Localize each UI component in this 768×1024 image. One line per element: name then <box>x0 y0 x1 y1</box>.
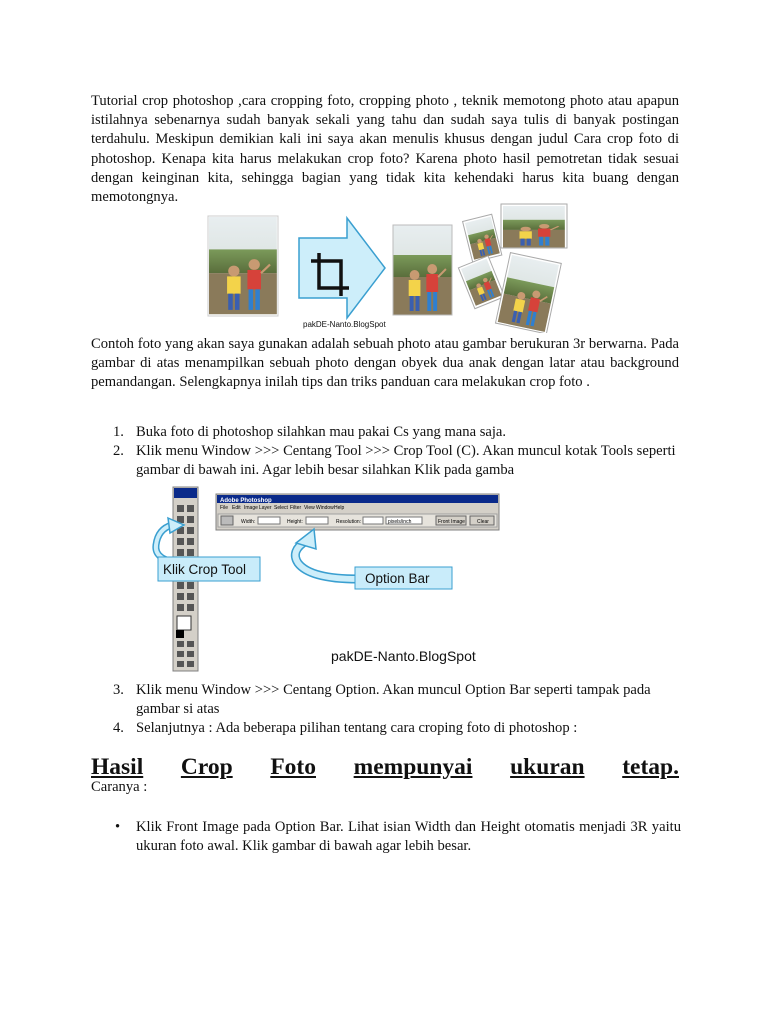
window-title: Adobe Photoshop <box>220 498 272 504</box>
menu-item: Help <box>334 505 345 511</box>
width-label: Width: <box>241 519 256 525</box>
bullet-icon: • <box>115 819 121 835</box>
heading-word: Foto <box>270 754 316 780</box>
menu-item: Layer <box>259 505 272 511</box>
example-paragraph: Contoh foto yang akan saya gunakan adalah sebuah photo atau gambar berukuran 3r berwarna. Pada gambar di atas menampilkan sebuah photo dengan obyek dua anak dengan latar atau background pemandangan. Selengkapnya inilah tips dan triks panduan cara melakukan crop foto . <box>91 336 679 391</box>
step-number: 2. <box>113 443 124 459</box>
crop-tool-icon <box>221 516 233 525</box>
toolbar-illustration-graphic <box>150 485 510 673</box>
step-text: Klik menu Window >>> Centang Option. Akan muncul Option Bar seperti tampak pada gambar si atas <box>136 682 651 717</box>
figure1-caption: pakDE-Nanto.BlogSpot <box>303 320 386 329</box>
front-image-button: Front Image <box>438 519 465 525</box>
height-label: Height: <box>287 519 303 525</box>
step-number: 3. <box>113 682 124 698</box>
menu-item: File <box>220 505 229 511</box>
section-heading <box>91 752 679 782</box>
menu-item: Filter <box>290 505 302 511</box>
menu-item: View <box>304 505 315 511</box>
list-item <box>91 442 681 480</box>
list-item <box>91 719 681 738</box>
step-text: Klik menu Window >>> Centang Tool >>> Crop Tool (C). Akan muncul kotak Tools seperti gambar di bawah ini. Agar lebih besar silahkan Klik pada gamba <box>136 443 676 478</box>
heading-word: mempunyai <box>353 754 473 780</box>
crop-illustration <box>207 203 575 333</box>
menu-item: Window <box>316 505 334 511</box>
option-bar-label: Option Bar <box>365 571 430 586</box>
list-item <box>91 818 681 856</box>
clear-button: Clear <box>477 519 489 525</box>
step-number: 4. <box>113 720 124 736</box>
crop-illustration-graphic <box>207 203 575 333</box>
heading-word: tetap. <box>622 754 679 780</box>
resolution-label: Resolution: <box>336 519 362 525</box>
steps-list-second <box>91 681 681 738</box>
list-item <box>91 423 681 442</box>
figure2-caption: pakDE-Nanto.BlogSpot <box>331 648 476 664</box>
heading-word: ukuran <box>510 754 585 780</box>
list-item <box>91 681 681 719</box>
menu-item: Image <box>244 505 258 511</box>
step-text: Buka foto di photoshop silahkan mau pakai Cs yang mana saja. <box>136 424 507 440</box>
intro-paragraph: Tutorial crop photoshop ,cara cropping foto, cropping photo , teknik memotong photo atau apapun istilahnya sebenarnya sudah banyak sekali yang tahu dan sudah saya tulis di banyak postingan terdahulu. Meskipun demikian kali ini saya akan menulis khusus dengan judul Cara crop foto di photoshop. Kenapa kita harus melakukan crop foto? Karena photo hasil pemotretan tidak sesuai dengan keinginan kita, sehingga bagian yang tidak kita kehendaki harus kita buang dengan memotongnya. <box>91 93 679 206</box>
heading-word: Crop <box>180 754 233 780</box>
caranya-label: Caranya : <box>91 779 148 795</box>
crop-tool-label: Klik Crop Tool <box>163 562 247 577</box>
unit-select: pixels/inch <box>388 519 412 525</box>
menu-item: Edit <box>232 505 241 511</box>
toolbar-illustration <box>150 485 510 673</box>
heading-word: Hasil <box>91 754 144 780</box>
bullet-text: Klik Front Image pada Option Bar. Lihat isian Width dan Height otomatis menjadi 3R yaitu ukuran foto awal. Klik gambar di bawah agar lebih besar. <box>136 819 681 854</box>
menu-item: Select <box>274 505 288 511</box>
steps-list-first <box>91 423 681 480</box>
step-text: Selanjutnya : Ada beberapa pilihan tentang cara croping foto di photoshop : <box>136 720 578 736</box>
step-number: 1. <box>113 424 124 440</box>
bullet-list <box>91 818 681 856</box>
